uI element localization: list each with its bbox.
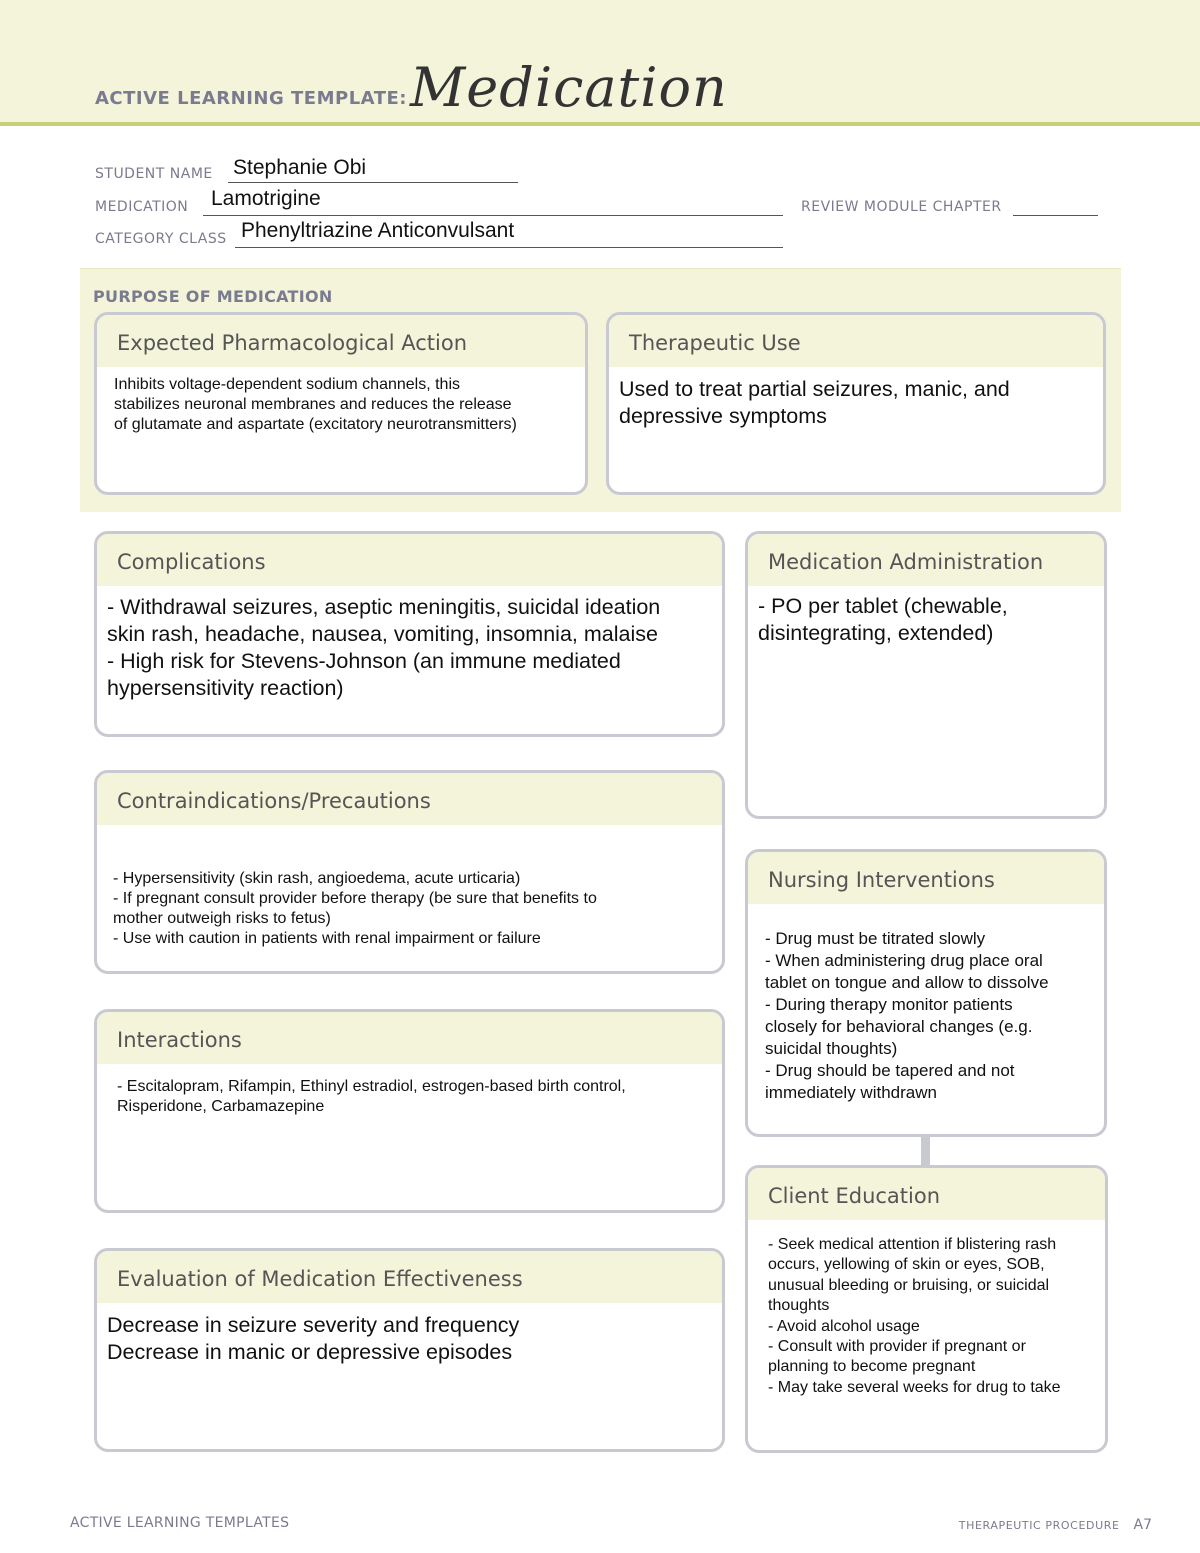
page-number: A7 xyxy=(1133,1517,1152,1533)
complications-box xyxy=(94,531,725,737)
medication-field[interactable]: Lamotrigine xyxy=(211,187,321,210)
template-label: ACTIVE LEARNING TEMPLATE: xyxy=(95,88,407,109)
student-name-line xyxy=(228,182,518,183)
contraindications-box xyxy=(94,770,725,974)
client-education-text[interactable]: - Seek medical attention if blistering rash occurs, yellowing of skin or eyes, SOB, unusual bleeding or bruising, or suicidal thoughts - Avoid alcohol usage - Consult with provider if pregnant or planning to become pregnant - May take several weeks for drug to take xyxy=(768,1236,1061,1396)
evaluation-box xyxy=(94,1248,725,1452)
contraindications-title: Contraindications/Precautions xyxy=(97,773,722,825)
evaluation-text[interactable]: Decrease in seizure severity and frequency Decrease in manic or depressive episodes xyxy=(107,1313,520,1364)
purpose-label: PURPOSE OF MEDICATION xyxy=(93,287,333,306)
client-education-title: Client Education xyxy=(748,1168,1105,1220)
category-class-field[interactable]: Phenyltriazine Anticonvulsant xyxy=(241,219,515,242)
category-class-line xyxy=(235,247,783,248)
nursing-text[interactable]: - Drug must be titrated slowly - When administering drug place oral tablet on tongue and allow to dissolve - During therapy monitor patients closely for behavioral changes (e.g. suicidal thoughts) - Drug should be tapered and not immediately withdrawn xyxy=(765,929,1049,1102)
client-education-box xyxy=(745,1165,1108,1453)
therapeutic-use-text[interactable]: Used to treat partial seizures, manic, and depressive symptoms xyxy=(619,377,1010,428)
interactions-box xyxy=(94,1009,725,1213)
nursing-box xyxy=(745,849,1107,1137)
therapeutic-use-box xyxy=(606,312,1106,495)
administration-box xyxy=(745,531,1107,819)
medication-line xyxy=(203,215,783,216)
expected-action-text[interactable]: Inhibits voltage-dependent sodium channels, this stabilizes neuronal membranes and reduces the release of glutamate and aspartate (excitatory neurotransmitters) xyxy=(114,376,517,433)
expected-action-box xyxy=(94,312,588,495)
administration-title: Medication Administration xyxy=(748,534,1104,586)
medication-label: MEDICATION xyxy=(95,199,189,215)
expected-action-title: Expected Pharmacological Action xyxy=(97,315,585,367)
footer-left: ACTIVE LEARNING TEMPLATES xyxy=(70,1515,290,1531)
footer-procedure: THERAPEUTIC PROCEDURE xyxy=(958,1519,1120,1532)
therapeutic-use-title: Therapeutic Use xyxy=(609,315,1103,367)
contraindications-text[interactable]: - Hypersensitivity (skin rash, angioedema, acute urticaria) - If pregnant consult provider before therapy (be sure that benefits to mother outweigh risks to fetus) - Use with caution in patients with renal impairment or failure xyxy=(113,870,597,947)
nursing-title: Nursing Interventions xyxy=(748,852,1104,904)
complications-title: Complications xyxy=(97,534,722,586)
interactions-title: Interactions xyxy=(97,1012,722,1064)
evaluation-title: Evaluation of Medication Effectiveness xyxy=(97,1251,722,1303)
complications-text[interactable]: - Withdrawal seizures, aseptic meningitis, suicidal ideation skin rash, headache, nausea, vomiting, insomnia, malaise - High risk for Stevens-Johnson (an immune mediated hypersensitivity reaction) xyxy=(107,595,661,700)
review-module-line xyxy=(1013,215,1098,216)
student-name-label: STUDENT NAME xyxy=(95,166,213,182)
page-title: Medication xyxy=(410,56,728,119)
administration-text[interactable]: - PO per tablet (chewable, disintegrating, extended) xyxy=(758,594,1008,645)
interactions-text[interactable]: - Escitalopram, Rifampin, Ethinyl estradiol, estrogen-based birth control, Risperidone, Carbamazepine xyxy=(117,1078,626,1115)
footer-right xyxy=(959,1517,1152,1533)
connector-bar xyxy=(921,1136,930,1166)
category-class-label: CATEGORY CLASS xyxy=(95,231,227,247)
student-name-field[interactable]: Stephanie Obi xyxy=(233,156,367,179)
review-module-label: REVIEW MODULE CHAPTER xyxy=(801,199,1002,215)
